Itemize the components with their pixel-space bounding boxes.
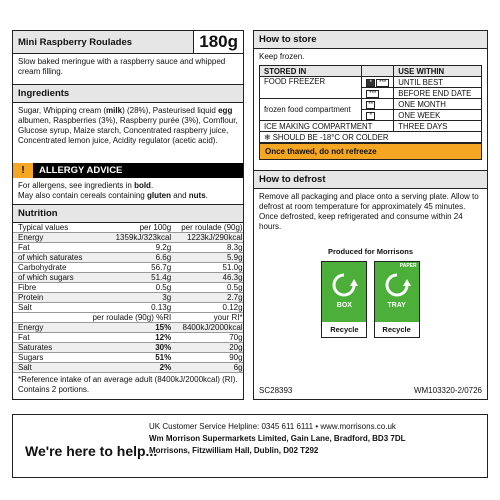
allergy-header: ! ALLERGY ADVICE (13, 163, 243, 178)
nut-row: Carbohydrate 56.7g 51.0g (13, 263, 244, 273)
nutrition-table (13, 223, 244, 373)
storage-row: ICE MAKING COMPARTMENT THREE DAYS (260, 121, 482, 132)
storage-header: How to store (254, 31, 487, 49)
refreeze-warning: Once thawed, do not refreeze (259, 143, 482, 160)
ri-row: Salt 2% 6g (13, 363, 244, 373)
nutrition-header: Nutrition (13, 204, 243, 223)
temperature-note: ❄ SHOULD BE -18°C OR COLDER (260, 132, 482, 143)
storage-row: frozen food compartment ** ONE MONTH (260, 99, 482, 110)
recycle-tray-label: PAPER TRAY Recycle (374, 261, 420, 338)
supplier-code: SC28393 (259, 386, 293, 395)
product-code: WM103320-2/0726 (413, 386, 482, 395)
product-codes (259, 386, 482, 395)
ri-row: Sugars 51% 90g (13, 353, 244, 363)
four-star-freezer-icon: * *** (366, 79, 389, 87)
slogan: We're here to help... (25, 443, 158, 459)
warning-icon: ! (13, 163, 33, 178)
contact-details: UK Customer Service Helpline: 0345 611 6111 • www.morrisons.co.uk Wm Morrison Supermarkets Limited, Gain Lane, Bradford, BD3 7DL Morrisons, Fitzwilliam Hall, Dublin, D02 T292 (149, 422, 406, 455)
defrost-header: How to defrost (254, 170, 487, 189)
recycle-box-label: BOX Recycle (321, 261, 367, 338)
snowflake-icon: ❄ (264, 132, 271, 142)
produced-for: Produced for Morrisons (327, 247, 413, 256)
product-description: Slow baked meringue with a raspberry sauce and whipped cream filling. (18, 57, 226, 76)
ri-header-row: per roulade (90g) %RI your RI* (13, 313, 244, 323)
contact-panel (12, 414, 488, 478)
two-star-icon: ** (366, 101, 375, 109)
one-star-icon: * (366, 112, 375, 120)
keep-frozen: Keep frozen. (259, 52, 305, 61)
ingredients-header: Ingredients (13, 84, 243, 103)
nut-row: Protein 3g 2.7g (13, 293, 244, 303)
nut-row: Fibre 0.5g 0.5g (13, 283, 244, 293)
defrost-text: Remove all packaging and place onto a serving plate. Allow to defrost at room temperature for approximately 45 minutes. Once defrosted, keep refrigerated and consume within 24 hours. (259, 192, 479, 231)
storage-row: * ONE WEEK (260, 110, 482, 121)
paper-mark: PAPER (399, 263, 417, 269)
ingredients-text: Sugar, Whipping cream (milk) (28%), Pasteurised liquid egg albumen, Raspberries (3%), Raspberry purée (3%), Cornflour, Glucose syrup, Maize starch, Concentrated raspberry juice, Concentrated lemon juice, Acidity regulator (acetic acid). (18, 106, 238, 145)
nut-row: Salt 0.13g 0.12g (13, 303, 244, 313)
nut-row: of which sugars 51.4g 46.3g (13, 273, 244, 283)
right-panel (253, 30, 488, 400)
nut-row: of which saturates 6.6g 5.9g (13, 253, 244, 263)
allergy-text: For allergens, see ingredients in bold. May also contain cereals containing gluten and nuts. (18, 181, 208, 200)
storage-table: STORED IN USE WITHIN FOOD FREEZER * *** UNTIL BEST *** BEFORE END DATE frozen food compartment ** ONE MONTH * ONE WEEK ICE MAKING COMPARTMENT THREE DAYS ❄ SHOULD BE -18°C OR COLDER (259, 65, 482, 143)
left-panel (12, 30, 244, 400)
nutrition-footnote: *Reference intake of an average adult (8400kJ/2000kcal) (RI). Contains 2 portions. (18, 375, 238, 395)
product-weight: 180g (193, 31, 243, 53)
storage-row: *** BEFORE END DATE (260, 88, 482, 99)
recycle-arrow-icon (382, 270, 412, 300)
product-title-row (13, 31, 243, 54)
product-name: Mini Raspberry Roulades (13, 31, 193, 53)
recycling-labels (254, 261, 487, 338)
nut-row: Energy 1359kJ/323kcal 1223kJ/290kcal (13, 233, 244, 243)
ri-row: Fat 12% 70g (13, 333, 244, 343)
nutrition-header-row: Typical values per 100g per roulade (90g) (13, 223, 244, 233)
storage-row: FOOD FREEZER * *** UNTIL BEST (260, 77, 482, 88)
website-link: www.morrisons.co.uk (320, 422, 396, 431)
ri-row: Saturates 30% 20g (13, 343, 244, 353)
ri-row: Energy 15% 8400kJ/2000kcal (13, 323, 244, 333)
helpline-number: 0345 611 6111 (261, 422, 314, 431)
three-star-icon: *** (366, 90, 379, 98)
nut-row: Fat 9.2g 8.3g (13, 243, 244, 253)
recycle-arrow-icon (329, 270, 359, 300)
